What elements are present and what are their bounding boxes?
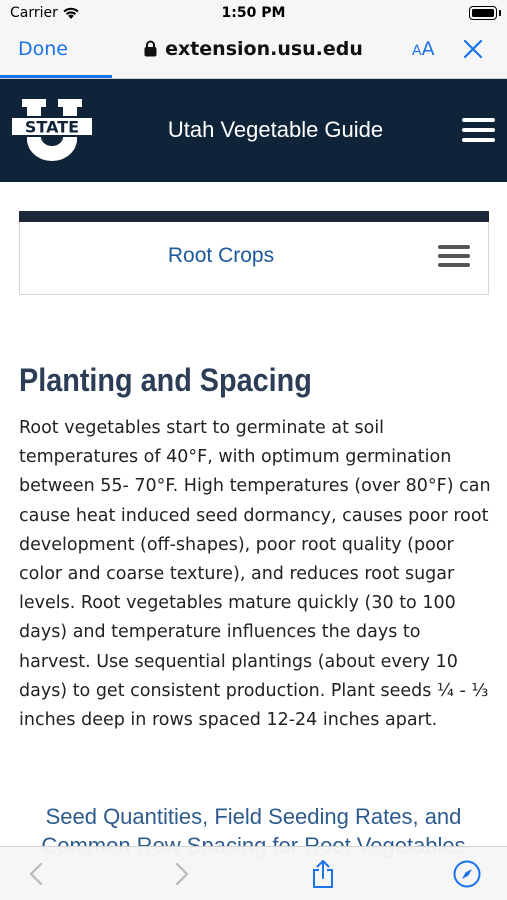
carrier-label: Carrier bbox=[10, 5, 58, 21]
section-nav-title[interactable]: Root Crops bbox=[167, 244, 275, 267]
hamburger-menu-icon[interactable] bbox=[462, 118, 495, 142]
chevron-right-icon[interactable] bbox=[167, 859, 197, 889]
text-size-small-a: A bbox=[412, 43, 422, 59]
status-bar bbox=[0, 0, 507, 28]
section-menu-icon[interactable] bbox=[438, 245, 470, 267]
browser-toolbar bbox=[0, 28, 507, 78]
text-size-large-a: A bbox=[421, 38, 435, 60]
done-button[interactable]: Done bbox=[18, 38, 68, 60]
clock: 1:50 PM bbox=[221, 5, 286, 21]
compass-icon[interactable] bbox=[452, 859, 482, 889]
battery-tip bbox=[499, 10, 501, 16]
table-caption: Seed Quantities, Field Seeding Rates, and bbox=[45, 804, 462, 829]
url-text: extension.usu.edu bbox=[165, 38, 363, 60]
logo-text: STATE bbox=[24, 117, 80, 137]
text-size-button[interactable] bbox=[412, 38, 435, 60]
bottom-toolbar bbox=[0, 846, 507, 900]
section-heading: Planting and Spacing bbox=[19, 362, 312, 398]
share-icon[interactable] bbox=[308, 859, 338, 889]
site-header bbox=[0, 79, 507, 182]
close-icon[interactable] bbox=[462, 38, 484, 64]
lock-icon bbox=[144, 40, 157, 62]
section-nav-accent-bar bbox=[19, 211, 489, 222]
chevron-left-icon[interactable] bbox=[21, 859, 51, 889]
section-nav bbox=[19, 211, 489, 295]
article-paragraph: Root vegetables start to germinate at soil temperatures of 40°F, with optimum germination between 55- 70°F. High temperatures (over 80°F) can cause heat induced seed dormancy, causes poor root development (off-shapes), poor root quality (poor color and coarse texture), and reduces root sugar levels. Root vegetables mature quickly (30 to 100 days) and temperature influences the days to harvest. Use sequential plantings (about every 10 days) to get consistent production. Plant seeds ¼ - ⅓ inches deep in rows spaced 12-24 inches apart. bbox=[19, 418, 491, 731]
battery-icon bbox=[469, 6, 497, 20]
site-title[interactable]: Utah Vegetable Guide bbox=[167, 117, 384, 142]
